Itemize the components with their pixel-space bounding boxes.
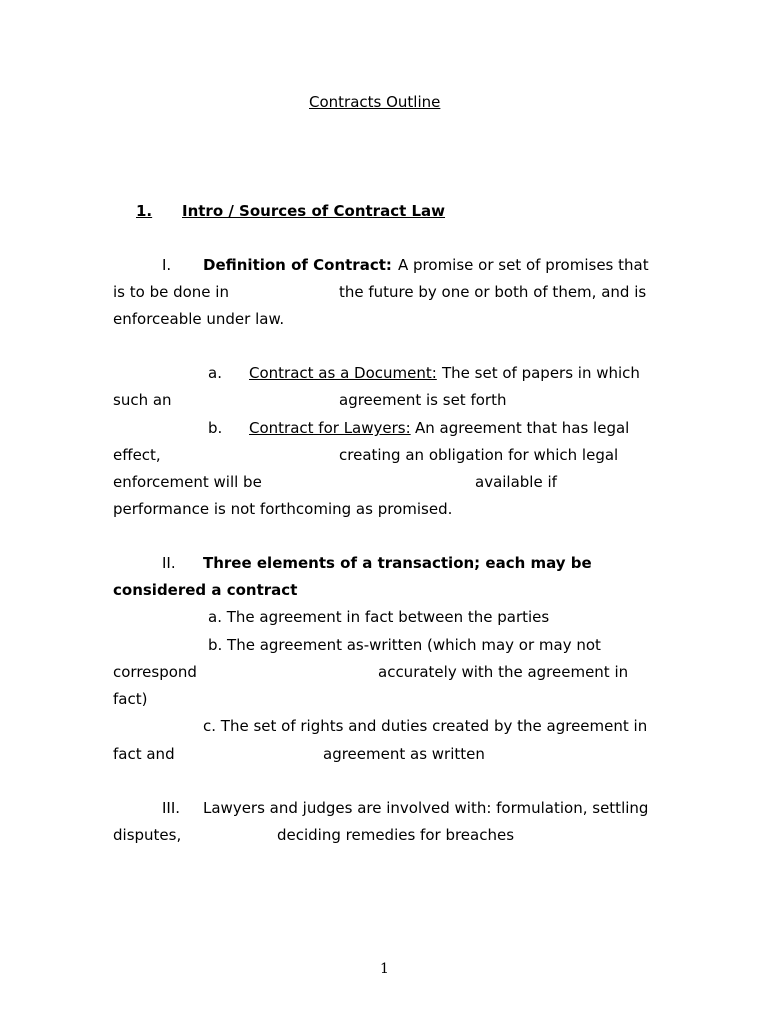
item-II-b3: fact) <box>113 690 148 708</box>
item-II-b2b: accurately with the agreement in <box>378 663 629 681</box>
item-Ib-line3a: enforcement will be <box>113 473 262 491</box>
item-Ia-line2b: agreement is set forth <box>339 391 507 409</box>
item-II-c1: c. The set of rights and duties created by the agreement in <box>203 717 648 735</box>
item-I-numeral: I. <box>162 256 172 274</box>
item-III-line2b: deciding remedies for breaches <box>277 826 515 844</box>
item-Ia-letter: a. <box>208 364 222 382</box>
item-II-b1: b. The agreement as-written (which may or may not <box>208 636 601 654</box>
item-I-line1: A promise or set of promises that <box>398 256 649 274</box>
item-III-line1: Lawyers and judges are involved with: formulation, settling <box>203 799 649 817</box>
item-I-line2b: the future by one or both of them, and is <box>339 283 647 301</box>
item-Ib-letter: b. <box>208 419 223 437</box>
item-I-line2a: is to be done in <box>113 283 229 301</box>
item-Ib-line3b: available if <box>475 473 557 491</box>
item-I-line3: enforceable under law. <box>113 310 285 328</box>
item-II-line1: Three elements of a transaction; each may be <box>203 554 592 572</box>
item-Ia-term: Contract as a Document: <box>249 364 437 382</box>
item-III-line2a: disputes, <box>113 826 182 844</box>
item-Ib-line1: An agreement that has legal <box>415 419 630 437</box>
item-II-numeral: II. <box>162 554 176 572</box>
item-Ia-line1: The set of papers in which <box>442 364 640 382</box>
item-II-c2b: agreement as written <box>323 745 485 763</box>
page-title: Contracts Outline <box>309 93 441 111</box>
item-Ib-line2b: creating an obligation for which legal <box>339 446 619 464</box>
item-III-numeral: III. <box>162 799 181 817</box>
section-number: 1. <box>136 202 153 220</box>
item-Ib-term: Contract for Lawyers: <box>249 419 411 437</box>
item-II-c2a: fact and <box>113 745 175 763</box>
item-Ib-line2a: effect, <box>113 446 161 464</box>
item-Ia-line2a: such an <box>113 391 172 409</box>
item-II-b2a: correspond <box>113 663 197 681</box>
page-number: 1 <box>380 961 389 977</box>
item-II-a: a. The agreement in fact between the parties <box>208 608 550 626</box>
section-heading: Intro / Sources of Contract Law <box>182 202 446 220</box>
item-II-line2: considered a contract <box>113 581 298 599</box>
item-Ib-line4: performance is not forthcoming as promised. <box>113 500 453 518</box>
item-I-term: Definition of Contract: <box>203 256 392 274</box>
